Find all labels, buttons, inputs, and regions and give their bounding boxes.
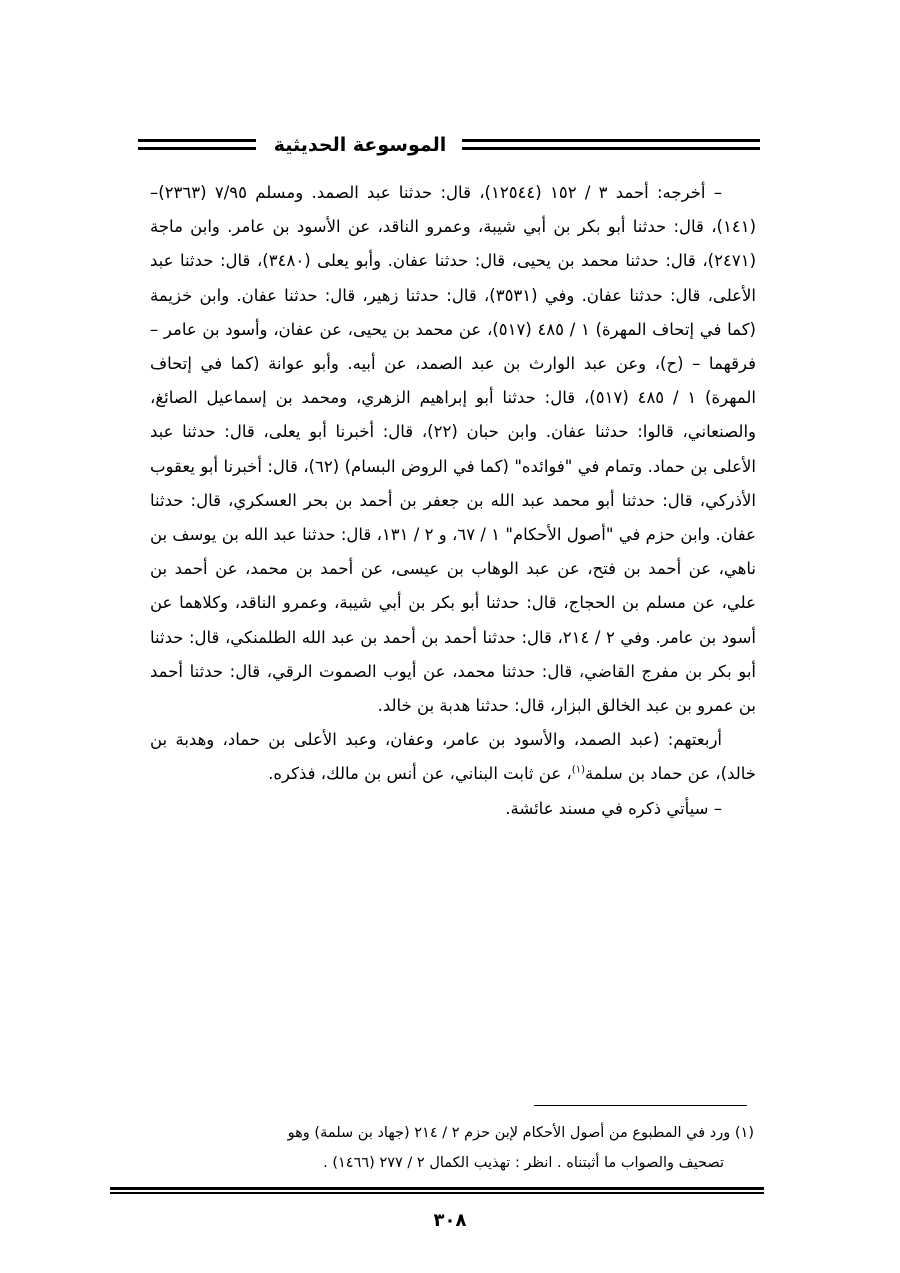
header-rule-right bbox=[462, 139, 760, 150]
footnote-marker[interactable]: (١) bbox=[571, 764, 585, 776]
footnote-line-2: تصحيف والصواب ما أثبتناه . انظر : تهذيب الكمال ٢ / ٢٧٧ (١٤٦٦) . bbox=[323, 1155, 724, 1171]
footer-rule bbox=[110, 1187, 764, 1194]
footnote bbox=[128, 1118, 754, 1178]
summary-text-end: ، عن ثابت البناني، عن أنس بن مالك، فذكره. bbox=[268, 764, 572, 784]
header-title: الموسوعة الحديثية bbox=[273, 134, 447, 156]
running-header bbox=[108, 128, 760, 162]
footnote-line-1: (١) ورد في المطبوع من أصول الأحكام لإبن حزم ٢ / ٢١٤ (جهاد بن سلمة) وهو bbox=[287, 1125, 754, 1141]
footnote-separator bbox=[534, 1105, 747, 1106]
paragraph-note: – سيأتي ذكره في مسند عائشة. bbox=[505, 798, 722, 818]
header-rule-left bbox=[138, 139, 256, 150]
paragraph-summary bbox=[150, 723, 756, 791]
page-number: ٣٠٨ bbox=[433, 1210, 467, 1231]
main-text bbox=[150, 176, 756, 826]
summary-text-start: أربعتهم: (عبد الصمد، والأسود بن عامر، وعفان، وعبد الأعلى بن حماد، وهدبة بن خالد)، عن حماد بن سلمة bbox=[150, 730, 756, 784]
paragraph-takhrij: – أخرجه: أحمد ٣ / ١٥٢ (١٢٥٤٤)، قال: حدثنا عبد الصمد. ومسلم ٧/٩٥ (٢٣٦٣)–(١٤١)، قال: حدثنا أبو بكر بن أبي شيبة، وعمرو الناقد، عن الأسود بن عامر. وابن ماجة (٢٤٧١)، قال: حدثنا محمد بن يحيى، قال: حدثنا عفان. وأبو يعلى (٣٤٨٠)، قال: حدثنا عبد الأعلى، قال: حدثنا عفان. وفي (٣٥٣١)، قال: حدثنا زهير، قال: حدثنا عفان. وابن خزيمة (كما في إتحاف المهرة) ١ / ٤٨٥ (٥١٧)، عن محمد بن يحيى، عن عفان، وأسود بن عامر – فرقهما – (ح)، وعن عبد الوارث بن عبد الصمد، عن أبيه. وأبو عوانة (كما في إتحاف المهرة) ١ / ٤٨٥ (٥١٧)، قال: حدثنا أبو إبراهيم الزهري، ومحمد بن إسماعيل الصائغ، والصنعاني، قالوا: حدثنا عفان. وابن حبان (٢٢)، قال: أخبرنا أبو يعلى، قال: حدثنا عبد الأعلى بن حماد. وتمام في "فوائده" (كما في الروض البسام) (٦٢)، قال: أخبرنا أبو يعقوب الأذركي، قال: حدثنا أبو محمد عبد الله بن جعفر بن أحمد بن بحر العسكري، قال: حدثنا عفان. وابن حزم في "أصول الأحكام" ١ / ٦٧، و ٢ / ١٣١، قال: حدثنا عبد الله بن يوسف بن ناهي، عن أحمد بن فتح، عن عبد الوهاب بن عيسى، عن أحمد بن محمد، عن أحمد بن علي، عن مسلم بن الحجاج، قال: حدثنا أبو بكر بن أبي شيبة، وعمرو الناقد، وكلاهما عن أسود بن عامر. وفي ٢ / ٢١٤، قال: حدثنا أحمد بن أحمد بن عبد الله الطلمنكي، قال: حدثنا أبو بكر بن مفرج القاضي، قال: حدثنا محمد، عن أيوب الصموت الرقي، قال: حدثنا أحمد بن عمرو بن عبد الخالق البزار، قال: حدثنا هدبة بن خالد. bbox=[150, 183, 756, 716]
